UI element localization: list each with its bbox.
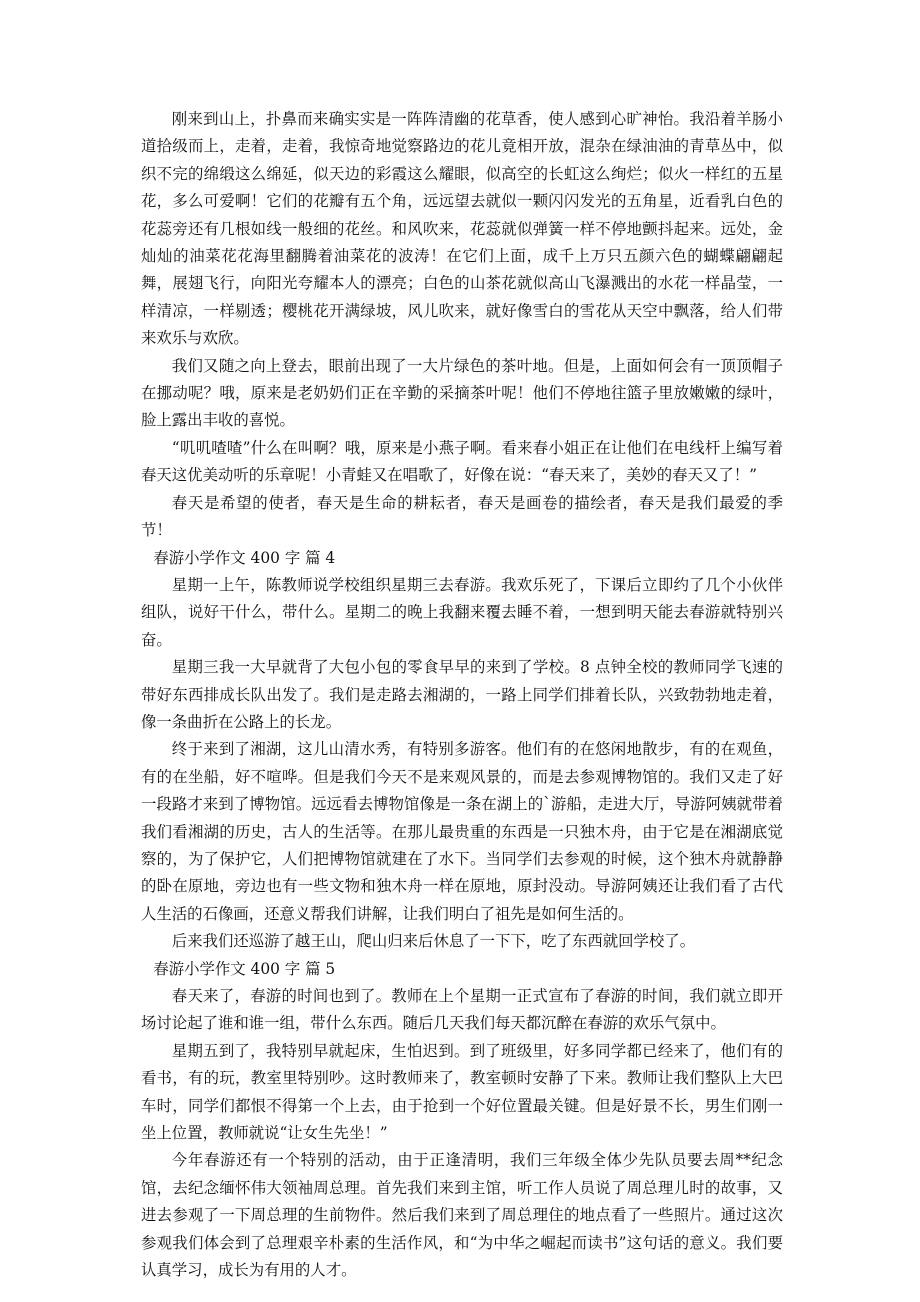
paragraph: 今年春游还有一个特别的活动，由于正逢清明，我们三年级全体少先队员要去周**纪念馆，去纪念缅怀伟大领袖周总理。首先我们来到主馆，听工作人员说了周总理儿时的故事，又进去参观了一下周总理的生前物件。然后我们来到了周总理住的地点看了一些照片。通过这次参观我们体会到了总理艰辛朴素的生活作风，和“为中华之崛起而读书”这句话的意义。我们要认真学习，成长为有用的人才。 <box>141 1151 783 1280</box>
paragraph: 星期五到了，我特别早就起床，生怕迟到。到了班级里，好多同学都已经来了，他们有的看书，有的玩，教室里特别吵。这时教师来了，教室顿时安静了下来。教师让我们整队上大巴车时，同学们都恨不得第一个上去，由于抢到一个好位置最关键。但是好景不长，男生们刚一坐上位置，教师就说“让女生先坐！” <box>141 1041 783 1143</box>
section-heading-5: 春游小学作文 400 字 篇 5 <box>153 959 336 978</box>
paragraph: 我们又随之向上登去，眼前出现了一大片绿色的茶叶地。但是，上面如何会有一顶顶帽子在挪动呢？哦，原来是老奶奶们正在辛勤的采摘茶叶呢！他们不停地往篮子里放嫩嫩的绿叶，脸上露出丰收的喜悦。 <box>141 356 783 430</box>
paragraph: 星期三我一大早就背了大包小包的零食早早的来到了学校。8 点钟全校的教师同学飞速的带好东西排成长队出发了。我们是走路去湘湖的，一路上同学们排着长队，兴致勃勃地走着，像一条曲折在公路上的长龙。 <box>141 658 783 731</box>
document-body <box>141 106 783 1284</box>
paragraph: 后来我们还巡游了越王山，爬山归来后休息了一下下，吃了东西就回学校了。 <box>171 932 696 951</box>
paragraph: 春天是希望的使者，春天是生命的耕耘者，春天是画卷的描绘者，春天是我们最爱的季节！ <box>141 493 783 540</box>
paragraph: 春天来了，春游的时间也到了。教师在上个星期一正式宣布了春游的时间，我们就立即开场讨论起了谁和谁一组，带什么东西。随后几天我们每天都沉醉在春游的欢乐气氛中。 <box>141 987 783 1033</box>
paragraph: 终于来到了湘湖，这儿山清水秀，有特别多游客。他们有的在悠闲地散步，有的在观鱼，有的在坐船，好不喧哗。但是我们今天不是来观风景的，而是去参观博物馆的。我们又走了好一段路才来到了博物馆。远远看去博物馆像是一条在湖上的`游船，走进大厅，导游阿姨就带着我们看湘湖的历史，古人的生活等。在那儿最贵重的东西是一只独木舟，由于它是在湘湖底觉察的，为了保护它，人们把博物馆就建在了水下。当同学们去参观的时候，这个独木舟就静静的卧在原地，旁边也有一些文物和独木舟一样在原地，原封没动。导游阿姨还让我们看了古代人生活的石像画，还意义帮我们讲解，让我们明白了祖先是如何生活的。 <box>141 740 783 923</box>
paragraph: “叽叽喳喳”什么在叫啊？哦，原来是小燕子啊。看来春小姐正在让他们在电线杆上编写着春天这优美动听的乐章呢！小青蛙又在唱歌了，好像在说：“春天来了，美妙的春天又了！” <box>141 438 783 485</box>
section-heading-4: 春游小学作文 400 字 篇 4 <box>153 548 336 567</box>
paragraph: 星期一上午，陈教师说学校组织星期三去春游。我欢乐死了，下课后立即约了几个小伙伴组队，说好干什么，带什么。星期二的晚上我翻来覆去睡不着，一想到明天能去春游就特别兴奋。 <box>141 575 783 649</box>
paragraph: 刚来到山上，扑鼻而来确实实是一阵阵清幽的花草香，使人感到心旷神怡。我沿着羊肠小道拾级而上，走着，走着，我惊奇地觉察路边的花儿竟相开放，混杂在绿油油的青草丛中，似织不完的绵缎这么绵延，似天边的彩霞这么耀眼，似高空的长虹这么绚烂；似火一样红的五星花，多么可爱啊！它们的花瓣有五个角，远远望去就似一颗闪闪发光的五角星，近看乳白色的花蕊旁还有几根如线一般细的花丝。和风吹来，花蕊就似弹簧一样不停地颤抖起来。远处，金灿灿的油菜花花海里翻腾着油菜花的波涛！在它们上面，成千上万只五颜六色的蝴蝶翩翩起舞，展翅飞行，向阳光夸耀本人的漂亮；白色的山茶花就似高山飞瀑溅出的水花一样晶莹，一样清凉，一样剔透；樱桃花开满绿坡，风儿吹来，就好像雪白的雪花从天空中飘落，给人们带来欢乐与欢欣。 <box>141 110 783 348</box>
